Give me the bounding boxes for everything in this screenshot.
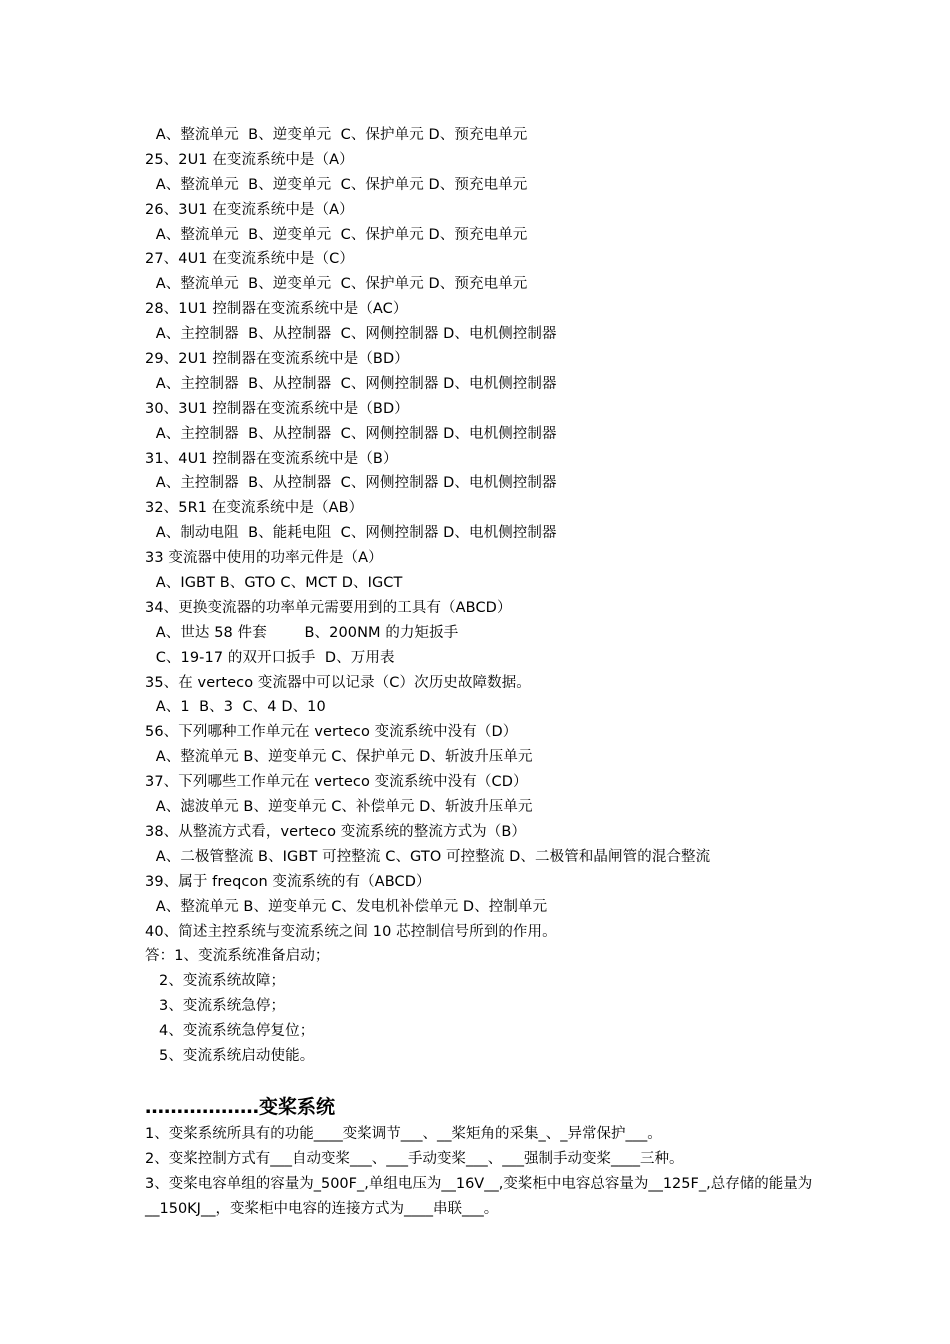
option-line: A、整流单元 B、逆变单元 C、保护单元 D、斩波升压单元 (151, 749, 533, 766)
option-line: A、制动电阻 B、能耗电阻 C、网侧控制器 D、电机侧控制器 (151, 525, 557, 542)
question-line: 37、下列哪些工作单元在 verteco 变流系统中没有（CD） (145, 774, 528, 791)
question-line: 28、1U1 控制器在变流系统中是（AC） (145, 301, 408, 318)
option-line: A、整流单元 B、逆变单元 C、保护单元 D、预充电单元 (151, 176, 528, 193)
option-line: A、1 B、3 C、4 D、10 (151, 699, 326, 716)
option-line: A、整流单元 B、逆变单元 C、发电机补偿单元 D、控制单元 (151, 898, 548, 915)
option-line: A、滤波单元 B、逆变单元 C、补偿单元 D、斩波升压单元 (151, 799, 533, 816)
option-line: A、主控制器 B、从控制器 C、网侧控制器 D、电机侧控制器 (151, 425, 557, 442)
section-item: 3、变桨电容单组的容量为_500F_,单组电压为__16V__,变桨柜中电容总容量为__125F_,总存储的能量为__150KJ__，变桨柜中电容的连接方式为____串联___。 (145, 1175, 813, 1217)
question-line: 39、属于 freqcon 变流系统的有（ABCD） (145, 873, 431, 890)
section-item: 1、变桨系统所具有的功能____变桨调节___、__桨矩角的采集_、_异常保护___。 (145, 1125, 662, 1142)
question-line: 40、简述主控系统与变流系统之间 10 芯控制信号所到的作用。 (145, 923, 557, 940)
answer-line: 5、变流系统启动使能。 (159, 1047, 315, 1064)
question-line: 31、4U1 控制器在变流系统中是（B） (145, 450, 398, 467)
question-line: 35、在 verteco 变流器中可以记录（C）次历史故障数据。 (145, 674, 531, 691)
question-line: 26、3U1 在变流系统中是（A） (145, 201, 354, 218)
option-line: A、主控制器 B、从控制器 C、网侧控制器 D、电机侧控制器 (151, 375, 557, 392)
option-line: C、19-17 的双开口扳手 D、万用表 (151, 649, 395, 666)
option-line: A、主控制器 B、从控制器 C、网侧控制器 D、电机侧控制器 (151, 326, 557, 343)
question-list (145, 123, 815, 1069)
question-line: 38、从整流方式看，verteco 变流系统的整流方式为（B） (145, 823, 527, 840)
answer-line: 2、变流系统故障； (159, 973, 286, 990)
question-line: 27、4U1 在变流系统中是（C） (145, 251, 354, 268)
option-line: A、世达 58 件套 B、200NM 的力矩扳手 (151, 624, 459, 641)
question-line: 34、更换变流器的功率单元需要用到的工具有（ABCD） (145, 599, 512, 616)
section-item: 2、变桨控制方式有___自动变桨___、___手动变桨___、___强制手动变桨____三种。 (145, 1150, 684, 1167)
question-line: 答：1、变流系统准备启动； (145, 948, 330, 965)
question-line: 32、5R1 在变流系统中是（AB） (145, 500, 364, 517)
option-line: A、二极管整流 B、IGBT 可控整流 C、GTO 可控整流 D、二极管和晶闸管的混合整流 (151, 848, 711, 865)
question-line: 33 变流器中使用的功率元件是（A） (145, 550, 383, 567)
option-line: A、IGBT B、GTO C、MCT D、IGCT (151, 575, 403, 592)
option-line: A、整流单元 B、逆变单元 C、保护单元 D、预充电单元 (151, 226, 528, 243)
answer-line: 4、变流系统急停复位； (159, 1023, 315, 1040)
question-line: 25、2U1 在变流系统中是（A） (145, 151, 354, 168)
option-line: A、整流单元 B、逆变单元 C、保护单元 D、预充电单元 (151, 276, 528, 293)
question-line: 56、下列哪种工作单元在 verteco 变流系统中没有（D） (145, 724, 518, 741)
answer-line: 3、变流系统急停； (159, 998, 286, 1015)
question-line: 30、3U1 控制器在变流系统中是（BD） (145, 400, 409, 417)
document-page (145, 123, 815, 1221)
option-line: A、主控制器 B、从控制器 C、网侧控制器 D、电机侧控制器 (151, 475, 557, 492)
section-heading: ………………变桨系统 (145, 1095, 336, 1118)
question-line: 29、2U1 控制器在变流系统中是（BD） (145, 351, 409, 368)
option-line: A、整流单元 B、逆变单元 C、保护单元 D、预充电单元 (151, 127, 528, 143)
